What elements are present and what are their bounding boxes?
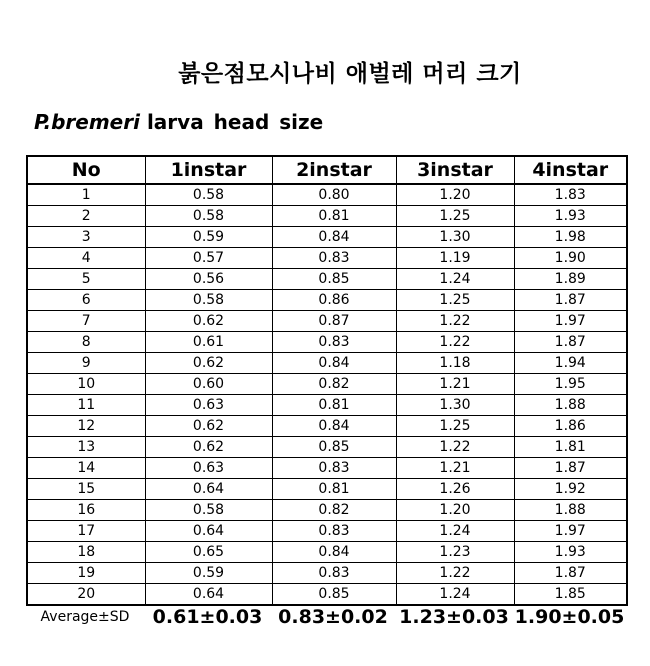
- page-title: 붉은점모시나비 애벌레 머리 크기: [178, 61, 522, 87]
- value-cell: 1.85: [514, 584, 627, 606]
- row-number-cell: 9: [27, 353, 145, 374]
- row-number-cell: 6: [27, 290, 145, 311]
- value-cell: 1.21: [396, 374, 514, 395]
- value-cell: 1.97: [514, 521, 627, 542]
- table-row: [27, 458, 627, 479]
- value-cell: 0.82: [272, 500, 396, 521]
- average-value: 1.23±0.03: [399, 606, 509, 628]
- value-cell: 0.60: [145, 374, 272, 395]
- value-cell: 0.83: [272, 248, 396, 269]
- row-number-cell: 2: [27, 206, 145, 227]
- value-cell: 1.92: [514, 479, 627, 500]
- value-cell: 0.87: [272, 311, 396, 332]
- value-cell: 1.87: [514, 332, 627, 353]
- value-cell: 0.81: [272, 479, 396, 500]
- row-number-cell: 20: [27, 584, 145, 606]
- value-cell: 1.81: [514, 437, 627, 458]
- value-cell: 1.87: [514, 458, 627, 479]
- value-cell: 1.20: [396, 184, 514, 206]
- value-cell: 0.83: [272, 332, 396, 353]
- table-row: [27, 290, 627, 311]
- table-row: [27, 479, 627, 500]
- value-cell: 0.62: [145, 416, 272, 437]
- table-row: [27, 437, 627, 458]
- row-number-cell: 3: [27, 227, 145, 248]
- value-cell: 1.98: [514, 227, 627, 248]
- table-row: [27, 248, 627, 269]
- row-number-cell: 5: [27, 269, 145, 290]
- table-row: [27, 311, 627, 332]
- value-cell: 0.58: [145, 500, 272, 521]
- value-cell: 0.63: [145, 458, 272, 479]
- row-number-cell: 19: [27, 563, 145, 584]
- header-cell: No: [27, 156, 145, 184]
- value-cell: 0.85: [272, 269, 396, 290]
- value-cell: 0.80: [272, 184, 396, 206]
- value-cell: 1.93: [514, 542, 627, 563]
- row-number-cell: 18: [27, 542, 145, 563]
- average-value: 1.90±0.05: [514, 606, 625, 628]
- average-value: 0.83±0.02: [278, 606, 388, 628]
- value-cell: 1.94: [514, 353, 627, 374]
- table-row: [27, 500, 627, 521]
- row-number-cell: 4: [27, 248, 145, 269]
- table-row: [27, 332, 627, 353]
- value-cell: 0.62: [145, 437, 272, 458]
- value-cell: 1.25: [396, 206, 514, 227]
- value-cell: 0.61: [145, 332, 272, 353]
- value-cell: 0.64: [145, 521, 272, 542]
- average-value: 0.61±0.03: [152, 606, 263, 628]
- value-cell: 1.83: [514, 184, 627, 206]
- value-cell: 0.57: [145, 248, 272, 269]
- value-cell: 1.88: [514, 395, 627, 416]
- table-row: [27, 269, 627, 290]
- average-label: Average±SD: [40, 609, 130, 625]
- value-cell: 0.83: [272, 521, 396, 542]
- value-cell: 1.86: [514, 416, 627, 437]
- value-cell: 0.62: [145, 311, 272, 332]
- value-cell: 1.89: [514, 269, 627, 290]
- table-subtitle: [34, 110, 323, 134]
- value-cell: 1.93: [514, 206, 627, 227]
- table-row: [27, 416, 627, 437]
- table-row: [27, 521, 627, 542]
- value-cell: 1.95: [514, 374, 627, 395]
- value-cell: 0.58: [145, 290, 272, 311]
- table-row: [27, 374, 627, 395]
- value-cell: 1.30: [396, 227, 514, 248]
- value-cell: 1.22: [396, 437, 514, 458]
- header-cell: 2instar: [272, 156, 396, 184]
- value-cell: 1.87: [514, 290, 627, 311]
- value-cell: 1.87: [514, 563, 627, 584]
- table-row: [27, 542, 627, 563]
- value-cell: 0.58: [145, 206, 272, 227]
- value-cell: 0.56: [145, 269, 272, 290]
- value-cell: 1.20: [396, 500, 514, 521]
- value-cell: 0.65: [145, 542, 272, 563]
- row-number-cell: 17: [27, 521, 145, 542]
- value-cell: 0.59: [145, 563, 272, 584]
- value-cell: 0.85: [272, 584, 396, 606]
- header-cell: 3instar: [396, 156, 514, 184]
- value-cell: 1.23: [396, 542, 514, 563]
- value-cell: 1.30: [396, 395, 514, 416]
- value-cell: 1.24: [396, 584, 514, 606]
- value-cell: 0.58: [145, 184, 272, 206]
- row-number-cell: 8: [27, 332, 145, 353]
- value-cell: 1.26: [396, 479, 514, 500]
- value-cell: 1.97: [514, 311, 627, 332]
- row-number-cell: 12: [27, 416, 145, 437]
- value-cell: 0.82: [272, 374, 396, 395]
- value-cell: 1.19: [396, 248, 514, 269]
- value-cell: 0.85: [272, 437, 396, 458]
- row-number-cell: 11: [27, 395, 145, 416]
- row-number-cell: 13: [27, 437, 145, 458]
- value-cell: 1.18: [396, 353, 514, 374]
- value-cell: 1.25: [396, 290, 514, 311]
- table-row: [27, 584, 627, 606]
- value-cell: 1.22: [396, 332, 514, 353]
- value-cell: 0.84: [272, 542, 396, 563]
- row-number-cell: 15: [27, 479, 145, 500]
- value-cell: 0.62: [145, 353, 272, 374]
- subtitle-text: larva head size: [146, 110, 324, 134]
- value-cell: 0.63: [145, 395, 272, 416]
- value-cell: 1.25: [396, 416, 514, 437]
- value-cell: 0.81: [272, 395, 396, 416]
- value-cell: 1.22: [396, 311, 514, 332]
- average-row: [26, 604, 626, 630]
- row-number-cell: 10: [27, 374, 145, 395]
- value-cell: 1.24: [396, 521, 514, 542]
- value-cell: 0.64: [145, 479, 272, 500]
- header-cell: 4instar: [514, 156, 627, 184]
- value-cell: 1.88: [514, 500, 627, 521]
- value-cell: 0.84: [272, 353, 396, 374]
- table-row: [27, 184, 627, 206]
- value-cell: 0.59: [145, 227, 272, 248]
- species-name: P.bremeri: [34, 110, 140, 134]
- row-number-cell: 16: [27, 500, 145, 521]
- value-cell: 0.84: [272, 227, 396, 248]
- value-cell: 1.90: [514, 248, 627, 269]
- table-row: [27, 353, 627, 374]
- value-cell: 0.83: [272, 563, 396, 584]
- row-number-cell: 7: [27, 311, 145, 332]
- row-number-cell: 14: [27, 458, 145, 479]
- value-cell: 0.81: [272, 206, 396, 227]
- table-row: [27, 227, 627, 248]
- value-cell: 0.64: [145, 584, 272, 606]
- table-row: [27, 206, 627, 227]
- value-cell: 0.83: [272, 458, 396, 479]
- table-row: [27, 395, 627, 416]
- value-cell: 1.22: [396, 563, 514, 584]
- value-cell: 1.24: [396, 269, 514, 290]
- table-row: [27, 563, 627, 584]
- value-cell: 1.21: [396, 458, 514, 479]
- value-cell: 0.84: [272, 416, 396, 437]
- header-cell: 1instar: [145, 156, 272, 184]
- header-row: [27, 156, 627, 184]
- row-number-cell: 1: [27, 184, 145, 206]
- head-size-table: [26, 155, 628, 606]
- value-cell: 0.86: [272, 290, 396, 311]
